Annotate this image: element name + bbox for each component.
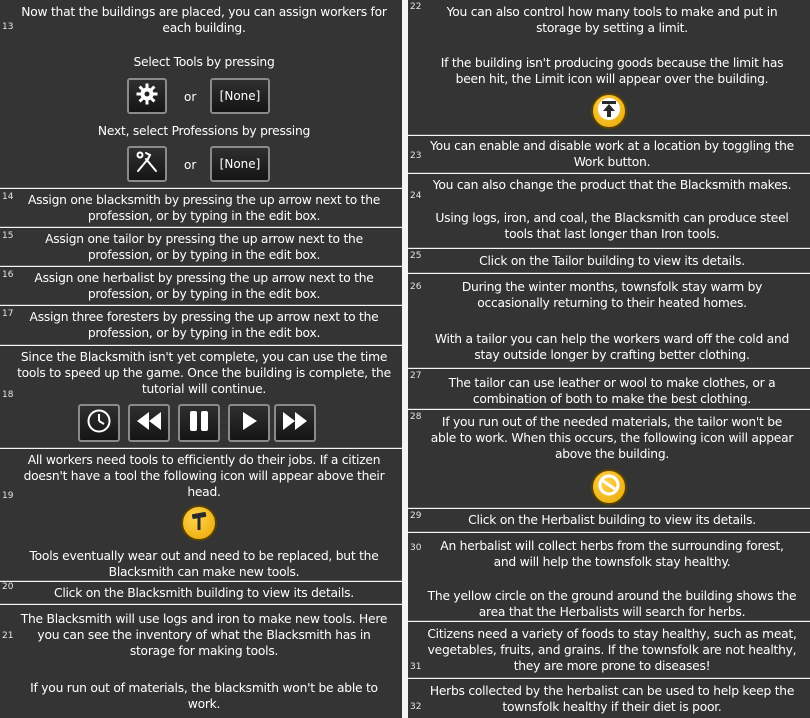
- step-text: profession, or by typing in the edit box.: [87, 209, 321, 223]
- tutorial-step-32: [408, 679, 810, 718]
- step-text: storage by setting a limit.: [536, 21, 688, 35]
- tutorial-step-15: [0, 228, 402, 266]
- step-text: Since the Blacksmith isn't yet complete, you can use the time: [20, 350, 388, 364]
- clock-button[interactable]: [78, 404, 120, 442]
- step-text: Click on the Herbalist building to view its details.: [468, 513, 756, 527]
- step-text: combination of both to make the best clothing.: [472, 392, 752, 406]
- step-text: Herbs collected by the herbalist can be used to help keep the: [429, 684, 795, 698]
- no-tool-icon-badge: [181, 505, 217, 541]
- tutorial-step-18: [0, 346, 402, 448]
- fast-forward-button[interactable]: [274, 404, 316, 442]
- professions-instruction: Next, select Professions by pressing: [97, 124, 311, 138]
- step-text: profession, or by typing in the edit box.: [87, 248, 321, 262]
- tutorial-step-19: [0, 449, 402, 581]
- step-text: tutorial will continue.: [141, 382, 267, 396]
- step-text: With a tailor you can help the workers ward off the cold and: [434, 332, 790, 346]
- tutorial-column-left: [0, 0, 402, 718]
- step-number: 28: [410, 412, 422, 422]
- professions-button[interactable]: [127, 146, 167, 182]
- tutorial-step-26: [408, 274, 810, 368]
- step-text: profession, or by typing in the edit box.: [87, 326, 321, 340]
- step-text: tools that last longer than Iron tools.: [504, 227, 720, 241]
- step-text: Click on the Tailor building to view its details.: [479, 254, 745, 268]
- step-text: Work button.: [573, 155, 651, 169]
- step-text: The Blacksmith will use logs and iron to make new tools. Here: [20, 612, 388, 626]
- rewind-icon: [135, 410, 163, 436]
- step-text: doesn't have a tool the following icon will appear above their: [23, 469, 385, 483]
- step-text: work.: [187, 697, 221, 711]
- step-number: 29: [410, 511, 422, 521]
- step-number: 23: [410, 151, 422, 161]
- step-text: vegetables, fruits, and grains. If the townsfolk are not healthy,: [427, 643, 797, 657]
- step-text: Using logs, iron, and coal, the Blacksmith can produce steel: [435, 211, 789, 225]
- no-materials-icon: [596, 472, 622, 502]
- no-materials-icon-badge: [591, 469, 627, 505]
- step-text: Assign three foresters by pressing the up arrow next to the: [29, 310, 379, 324]
- tutorial-step-31: [408, 622, 810, 678]
- clock-icon: [86, 408, 112, 438]
- step-text: been hit, the Limit icon will appear over the building.: [455, 72, 769, 86]
- step-number: 13: [2, 22, 14, 32]
- step-text: You can also change the product that the Blacksmith makes.: [432, 178, 792, 192]
- tutorial-step-13: [0, 0, 402, 188]
- tutorial-column-right: [408, 0, 810, 718]
- tutorial-step-20: [0, 582, 402, 604]
- step-text: occasionally returning to their heated homes.: [477, 296, 747, 310]
- step-number: 21: [2, 631, 14, 641]
- tutorial-step-21: [0, 605, 402, 718]
- limit-up-arrow-icon: [596, 96, 622, 126]
- play-button[interactable]: [228, 404, 270, 442]
- step-text: Assign one tailor by pressing the up arrow next to the: [45, 232, 363, 246]
- step-text: stay outside longer by crafting better clothing.: [474, 348, 750, 362]
- step-text: able to work. When this occurs, the following icon will appear: [430, 431, 794, 445]
- tutorial-step-23: [408, 136, 810, 173]
- step-number: 26: [410, 282, 422, 292]
- step-text: During the winter months, townsfolk stay warm by: [461, 280, 763, 294]
- step-number: 22: [410, 2, 422, 12]
- step-text: If you run out of materials, the blacksmith won't be able to: [30, 681, 378, 695]
- step-text: Assign one herbalist by pressing the up arrow next to the: [34, 271, 374, 285]
- step-text: Now that the buildings are placed, you can assign workers for: [21, 5, 387, 19]
- step-number: 30: [410, 543, 422, 553]
- hammer-icon: [187, 509, 211, 537]
- step-text: The tailor can use leather or wool to make clothes, or a: [448, 376, 776, 390]
- step-number: 18: [2, 390, 14, 400]
- step-number: 14: [2, 192, 14, 202]
- step-text: All workers need tools to efficiently do their jobs. If a citizen: [27, 453, 381, 467]
- or-label: or: [184, 90, 197, 104]
- step-number: 31: [410, 662, 422, 672]
- step-text: tools to speed up the game. Once the building is complete, the: [17, 366, 391, 380]
- step-text: The yellow circle on the ground around the building shows the: [427, 589, 797, 603]
- tutorial-step-24: [408, 174, 810, 248]
- tutorial-step-28: [408, 410, 810, 508]
- step-number: 19: [2, 491, 14, 501]
- play-icon: [239, 410, 259, 436]
- tutorial-step-25: [408, 249, 810, 273]
- professions-none-button[interactable]: [None]: [210, 146, 270, 182]
- step-text: An herbalist will collect herbs from the surrounding forest,: [440, 539, 784, 553]
- step-number: 17: [2, 309, 14, 319]
- step-text: each building.: [162, 21, 246, 35]
- step-number: 15: [2, 231, 14, 241]
- step-number: 24: [410, 191, 422, 201]
- step-text: You can enable and disable work at a location by toggling the: [430, 139, 794, 153]
- step-text: Assign one blacksmith by pressing the up arrow next to the: [27, 193, 381, 207]
- step-number: 20: [2, 582, 14, 592]
- fast-forward-icon: [281, 410, 309, 436]
- step-text: you can see the inventory of what the Blacksmith has in: [37, 628, 371, 642]
- tools-none-button[interactable]: [None]: [210, 78, 270, 114]
- step-text: above the building.: [554, 447, 670, 461]
- step-text: storage for making tools.: [129, 644, 279, 658]
- tutorial-step-16: [0, 267, 402, 305]
- step-text: profession, or by typing in the edit box.: [87, 287, 321, 301]
- step-text: If you run out of the needed materials, the tailor won't be: [441, 415, 783, 429]
- pause-icon: [187, 409, 211, 437]
- or-label: or: [184, 158, 197, 172]
- step-text: area that the Herbalists will search for herbs.: [478, 605, 746, 619]
- step-text: Citizens need a variety of foods to stay healthy, such as meat,: [427, 627, 797, 641]
- step-text: Tools eventually wear out and need to be replaced, but the: [29, 549, 379, 563]
- tutorial-step-14: [0, 189, 402, 227]
- step-number: 16: [2, 270, 14, 280]
- time-controls: [78, 398, 318, 448]
- step-text: head.: [187, 485, 221, 499]
- step-number: 32: [410, 702, 422, 712]
- tools-crossed-icon: [134, 149, 160, 179]
- limit-icon-badge: [591, 93, 627, 129]
- step-text: If the building isn't producing goods because the limit has: [440, 56, 784, 70]
- tutorial-step-27: [408, 369, 810, 409]
- step-text: You can also control how many tools to make and put in: [446, 5, 778, 19]
- gear-icon: [135, 82, 159, 110]
- step-text: Click on the Blacksmith building to view its details.: [54, 586, 354, 600]
- tutorial-step-22: [408, 0, 810, 135]
- tutorial-step-30: [408, 533, 810, 621]
- rewind-button[interactable]: [128, 404, 170, 442]
- tutorial-step-17: [0, 306, 402, 345]
- step-number: 25: [410, 251, 422, 261]
- step-text: Blacksmith can make new tools.: [108, 565, 300, 579]
- tools-instruction: Select Tools by pressing: [133, 55, 275, 69]
- tutorial-step-29: [408, 509, 810, 532]
- tools-button[interactable]: [127, 78, 167, 114]
- pause-button[interactable]: [178, 404, 220, 442]
- step-number: 27: [410, 371, 422, 381]
- step-text: townsfolk healthy if their diet is poor.: [502, 700, 722, 714]
- step-text: and will help the townsfolk stay healthy.: [493, 555, 731, 569]
- step-text: they are more prone to diseases!: [513, 659, 711, 673]
